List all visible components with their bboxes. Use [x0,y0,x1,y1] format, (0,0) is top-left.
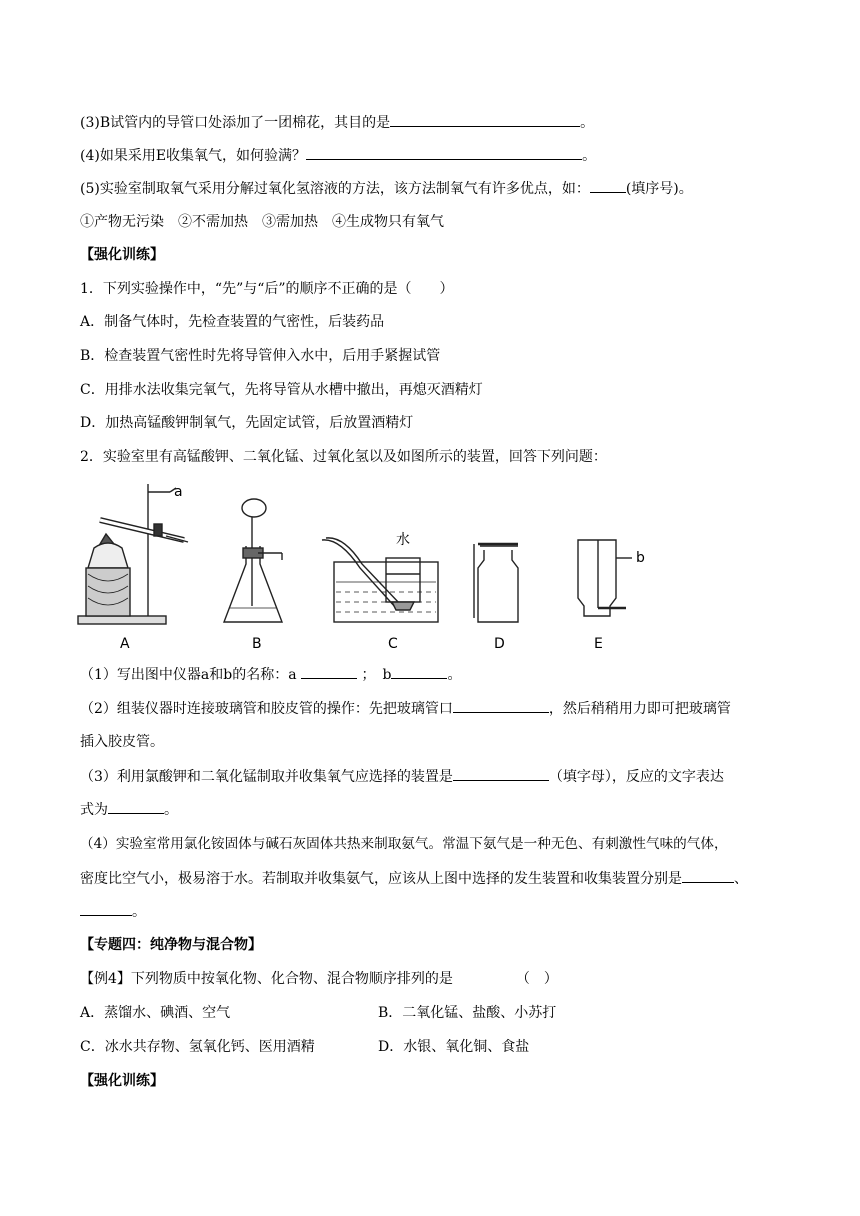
answer-blank[interactable] [391,664,447,679]
caption-b: B [252,636,262,652]
q4-text: (4)如果采用E收集氧气，如何验满？ [80,148,307,164]
answer-blank[interactable] [306,145,582,160]
answer-blank[interactable] [301,664,357,679]
example-4-option-c[interactable]: C．冰水共存物、氢氧化钙、医用酒精 [80,1039,315,1055]
section-heading: 【强化训练】 [80,247,164,263]
p2-q1-line: （1）写出图中仪器a和b的名称：a ； b 。 [80,664,461,685]
label-b: b [636,550,645,566]
caption-c: C [388,636,398,652]
section-heading: 【强化训练】 [80,1073,164,1089]
example-4-option-d[interactable]: D．水银、氧化铜、食盐 [378,1039,530,1055]
label-water: 水 [396,532,410,548]
answer-blank[interactable] [590,178,626,193]
caption-d: D [494,636,505,652]
topic-heading: 【专题四：纯净物与混合物】 [80,937,262,953]
problem-2-stem: 2．实验室里有高锰酸钾、二氧化锰、过氧化氢以及如图所示的装置，回答下列问题： [80,449,607,465]
example-4-option-b[interactable]: B．二氧化锰、盐酸、小苏打 [378,1005,557,1021]
problem-1-stem: 1．下列实验操作中，“先”与“后”的顺序不正确的是（ ） [80,281,454,297]
q5-line: (5)实验室制取氧气采用分解过氧化氢溶液的方法，该方法制氧气有许多优点，如： (填序号)。 [80,178,693,199]
p2-q2-cont: 插入胶皮管。 [80,734,164,750]
apparatus-e [578,540,632,616]
p2-q3-cont: 式为 。 [80,799,178,820]
q4-line: (4)如果采用E收集氧气，如何验满？ 。 [80,145,596,166]
example-4-option-a[interactable]: A．蒸馏水、碘酒、空气 [80,1005,231,1021]
q3-text: (3)B试管内的导管口处添加了一团棉花，其目的是 [80,115,391,131]
apparatus-figure [70,478,645,653]
p2-q2-line: （2）组装仪器时连接玻璃管和胶皮管的操作：先把玻璃管口 ，然后稍稍用力即可把玻璃管 [80,698,731,719]
apparatus-a [78,484,188,624]
q5-text: (5)实验室制取氧气采用分解过氧化氢溶液的方法，该方法制氧气有许多优点，如： [80,181,590,197]
answer-blank[interactable] [682,868,734,883]
answer-blank[interactable] [80,901,132,916]
problem-1-option-a[interactable]: A．制备气体时，先检查装置的气密性，后装药品 [80,314,385,330]
problem-1-option-c[interactable]: C．用排水法收集完氧气，先将导管从水槽中撤出，再熄灭酒精灯 [80,382,483,398]
answer-blank[interactable] [453,766,549,781]
caption-a: A [120,636,130,652]
q5-options: ①产物无污染 ②不需加热 ③需加热 ④生成物只有氧气 [80,214,444,230]
problem-1-option-d[interactable]: D．加热高锰酸钾制氧气，先固定试管，后放置酒精灯 [80,415,414,431]
problem-1-option-b[interactable]: B．检查装置气密性时先将导管伸入水中，后用手紧握试管 [80,348,441,364]
answer-blank[interactable] [453,698,549,713]
apparatus-b [224,499,282,622]
caption-e: E [594,636,603,652]
answer-blank[interactable] [108,799,164,814]
p2-q4-cont2: 。 [80,901,146,922]
q3-line: (3)B试管内的导管口处添加了一团棉花，其目的是 。 [80,112,594,133]
example-4-stem: 【例4】下列物质中按氧化物、化合物、混合物顺序排列的是 （ ） [80,971,558,987]
p2-q4-cont: 密度比空气小，极易溶于水。若制取并收集氨气，应该从上图中选择的发生装置和收集装置分别是 、 [80,868,748,889]
apparatus-d [474,544,518,622]
answer-blank[interactable] [390,112,580,127]
p2-q3-line: （3）利用氯酸钾和二氧化锰制取并收集氧气应选择的装置是 （填字母），反应的文字表达 [80,766,724,787]
apparatus-c [322,538,438,622]
p2-q4-line: （4）实验室常用氯化铵固体与碱石灰固体共热来制取氨气。常温下氨气是一种无色、有刺激性气味的气体， [80,836,728,852]
label-a: a [174,484,183,500]
